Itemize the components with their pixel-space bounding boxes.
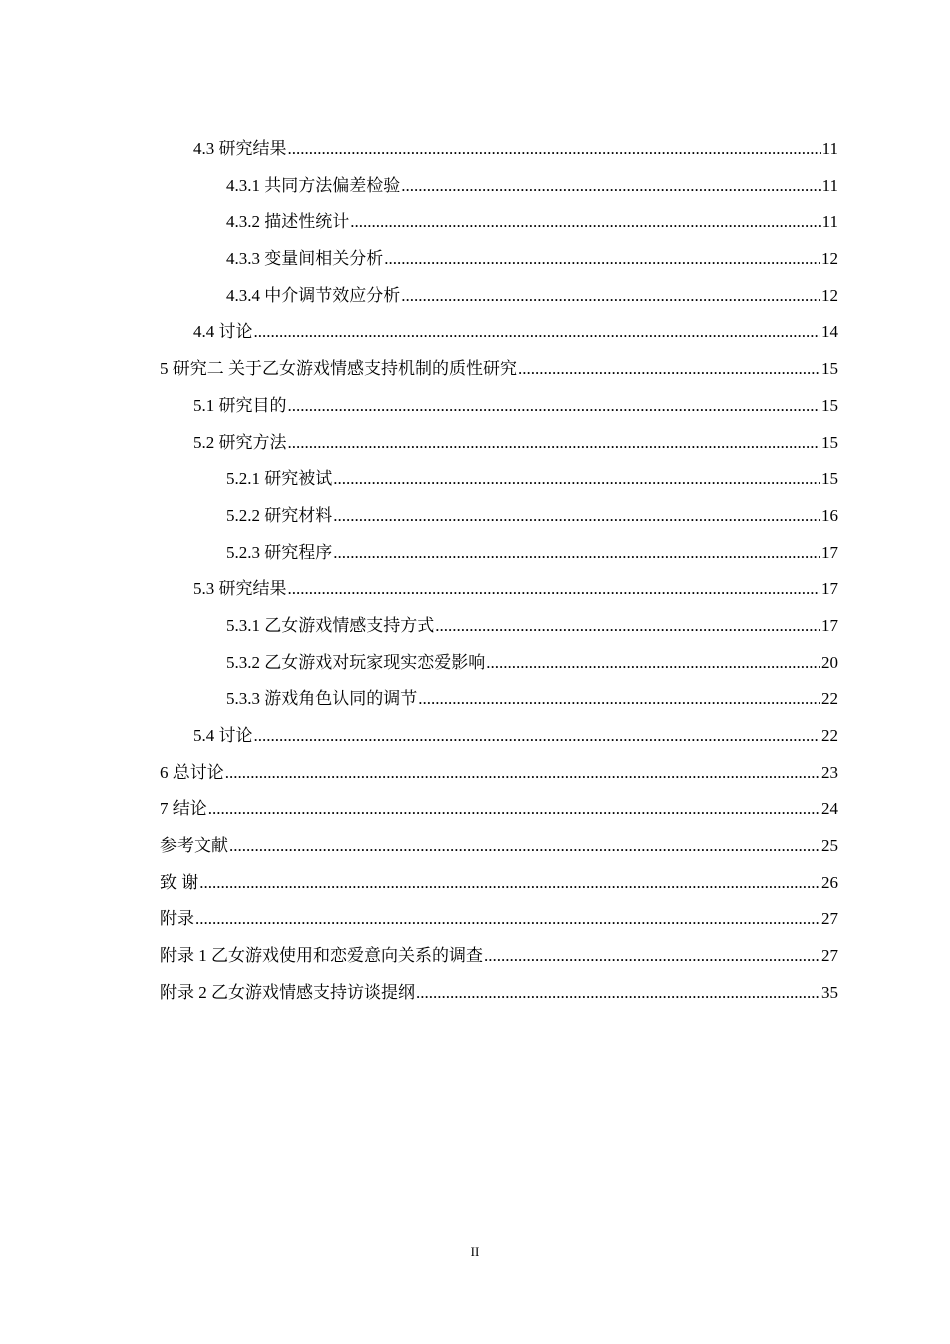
toc-entry-page: 35	[821, 982, 838, 1002]
dot-leader	[195, 901, 820, 938]
dot-leader	[416, 975, 820, 1012]
toc-entry-page: 12	[821, 249, 838, 269]
toc-entry[interactable]	[160, 755, 838, 792]
toc-entry[interactable]	[160, 278, 838, 315]
toc-entry-title: 5.2.3 研究程序	[226, 542, 333, 562]
toc-entry[interactable]	[160, 571, 838, 608]
dot-leader	[401, 278, 820, 315]
toc-entry[interactable]	[160, 828, 838, 865]
dot-leader	[288, 425, 821, 462]
toc-entry[interactable]	[160, 535, 838, 572]
toc-entry[interactable]	[160, 865, 838, 902]
toc-entry-title: 附录 1 乙女游戏使用和恋爱意向关系的调查	[160, 946, 483, 966]
toc-entry-title: 4.3.3 变量间相关分析	[226, 249, 384, 269]
toc-entry-title: 4.3.4 中介调节效应分析	[226, 285, 401, 305]
toc-entry-title: 5.3.3 游戏角色认同的调节	[226, 689, 418, 709]
toc-entry[interactable]	[160, 718, 838, 755]
toc-entry-page: 12	[821, 285, 838, 305]
toc-entry-title: 5.3 研究结果	[193, 579, 287, 599]
toc-entry-page: 22	[821, 689, 838, 709]
toc-entry[interactable]	[160, 204, 838, 241]
dot-leader	[486, 645, 820, 682]
toc-entry[interactable]	[160, 168, 838, 205]
toc-entry-page: 23	[821, 762, 838, 782]
dot-leader	[333, 461, 820, 498]
dot-leader	[229, 828, 820, 865]
toc-entry-page: 20	[821, 652, 838, 672]
toc-entry-title: 6 总讨论	[160, 762, 224, 782]
toc-entry-page: 11	[821, 175, 838, 195]
toc-entry[interactable]	[160, 681, 838, 718]
toc-entry-title: 附录	[160, 909, 194, 929]
toc-entry[interactable]	[160, 425, 838, 462]
toc-entry[interactable]	[160, 938, 838, 975]
toc-entry[interactable]	[160, 791, 838, 828]
dot-leader	[254, 314, 821, 351]
toc-entry-page: 15	[821, 469, 838, 489]
toc-entry-page: 27	[821, 946, 838, 966]
toc-entry-title: 4.4 讨论	[193, 322, 253, 342]
toc-entry-title: 4.3 研究结果	[193, 139, 287, 158]
dot-leader	[401, 168, 820, 205]
toc-entry-title: 4.3.1 共同方法偏差检验	[226, 175, 401, 195]
dot-leader	[435, 608, 820, 645]
toc-entry[interactable]	[160, 645, 838, 682]
toc-entry-title: 5.1 研究目的	[193, 395, 287, 415]
toc-entry-page: 27	[821, 909, 838, 929]
toc-entry-title: 5.2.2 研究材料	[226, 505, 333, 525]
toc-entry-title: 附录 2 乙女游戏情感支持访谈提纲	[160, 982, 415, 1002]
toc-entry-title: 5.3.2 乙女游戏对玩家现实恋爱影响	[226, 652, 486, 672]
toc-entry-page: 14	[821, 322, 838, 342]
toc-entry[interactable]	[160, 351, 838, 388]
dot-leader	[199, 865, 820, 902]
dot-leader	[333, 535, 820, 572]
dot-leader	[333, 498, 820, 535]
toc-entry-title: 5.2.1 研究被试	[226, 469, 333, 489]
dot-leader	[288, 571, 821, 608]
toc-entry-title: 5 研究二 关于乙女游戏情感支持机制的质性研究	[160, 359, 517, 379]
dot-leader	[484, 938, 820, 975]
toc-entry-title: 7 结论	[160, 799, 207, 819]
dot-leader	[350, 204, 820, 241]
toc-entry-page: 11	[821, 139, 838, 158]
dot-leader	[225, 755, 820, 792]
toc-entry-page: 15	[821, 432, 838, 452]
toc-entry-title: 参考文献	[160, 836, 228, 856]
toc-entry-page: 17	[821, 579, 838, 599]
dot-leader	[518, 351, 820, 388]
toc-entry-page: 17	[821, 542, 838, 562]
dot-leader	[208, 791, 820, 828]
toc-entry-page: 25	[821, 836, 838, 856]
toc-entry-page: 15	[821, 359, 838, 379]
toc-entry[interactable]	[160, 131, 838, 168]
table-of-contents	[160, 131, 838, 1012]
toc-entry[interactable]	[160, 461, 838, 498]
toc-entry-page: 11	[821, 212, 838, 232]
toc-entry-page: 22	[821, 726, 838, 745]
toc-entry-title: 致 谢	[160, 872, 199, 892]
toc-entry-page: 24	[821, 799, 838, 819]
toc-entry-page: 26	[821, 872, 838, 892]
toc-entry[interactable]	[160, 975, 838, 1012]
toc-entry-title: 5.4 讨论	[193, 726, 253, 745]
toc-entry-title: 5.2 研究方法	[193, 432, 287, 452]
dot-leader	[288, 388, 821, 425]
toc-entry[interactable]	[160, 608, 838, 645]
page-number: II	[470, 1244, 480, 1259]
toc-entry-title: 5.3.1 乙女游戏情感支持方式	[226, 615, 435, 635]
toc-entry-page: 15	[821, 395, 838, 415]
toc-entry[interactable]	[160, 901, 838, 938]
toc-entry-page: 17	[821, 615, 838, 635]
dot-leader	[254, 718, 821, 755]
dot-leader	[384, 241, 820, 278]
toc-entry-title: 4.3.2 描述性统计	[226, 212, 350, 232]
toc-entry-page: 16	[821, 505, 838, 525]
toc-entry[interactable]	[160, 498, 838, 535]
toc-entry[interactable]	[160, 388, 838, 425]
dot-leader	[288, 131, 821, 168]
toc-entry[interactable]	[160, 241, 838, 278]
toc-entry[interactable]	[160, 314, 838, 351]
dot-leader	[418, 681, 820, 718]
